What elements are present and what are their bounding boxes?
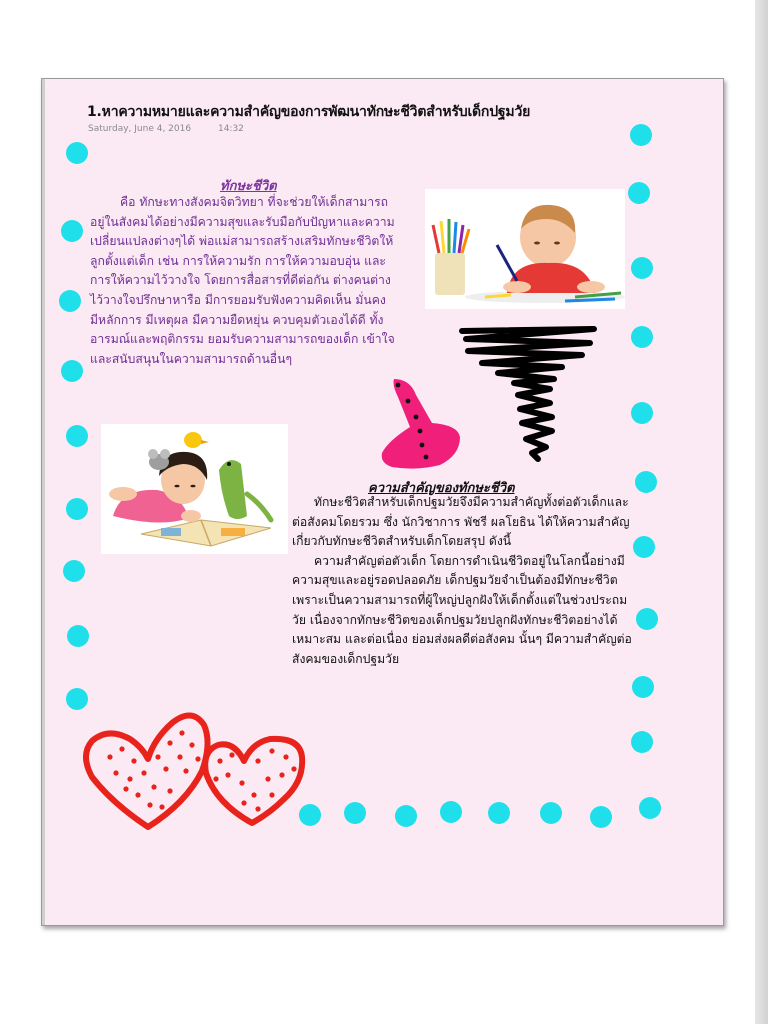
dot — [632, 676, 654, 698]
window-edge — [755, 0, 768, 1024]
dot — [61, 220, 83, 242]
page-meta — [88, 124, 244, 134]
photo-child-drawing — [425, 189, 625, 309]
dot — [631, 326, 653, 348]
dot — [635, 471, 657, 493]
dot — [63, 560, 85, 582]
dot — [67, 625, 89, 647]
importance-paragraph-2: ความสำคัญต่อตัวเด็ก โดยการดำเนินชีวิตอยู่ในโลกนี้อย่างมีความสุขและอยู่รอดปลอดภัย เด็กปฐมวัยจำเป็นต้องมีทักษะชีวิต เพราะเป็นความสามารถที่ผู้ใหญ่ปลูกฝังให้เด็กตั้งแต่ในช่วงประถมวัย เนื่องจากทักษะชีวิตของเด็กปฐมวัยปลูกฝังทักษะชีวิตอย่างได้เหมาะสม และต่อเนื่อง ย่อมส่งผลดีต่อสังคม นั้นๆ มีความสำคัญต่อสังคมของเด็กปฐมวัย — [292, 553, 632, 666]
dot — [631, 402, 653, 424]
dot — [440, 801, 462, 823]
dot — [636, 608, 658, 630]
dot — [628, 182, 650, 204]
dot — [631, 731, 653, 753]
page-time: 14:32 — [217, 124, 244, 134]
dot — [344, 802, 366, 824]
dot — [540, 802, 562, 824]
dot — [395, 805, 417, 827]
dot — [488, 802, 510, 824]
scribble-decoration — [458, 323, 598, 463]
photo-child-reading — [101, 424, 288, 554]
page-title: 1.หาความหมายและความสำคัญของการพัฒนาทักษะชีวิตสำหรับเด็กปฐมวัย — [87, 104, 531, 120]
arrow-decoration — [376, 375, 466, 475]
importance-paragraph-1: ทักษะชีวิตสำหรับเด็กปฐมวัยจึงมีความสำคัญทั้งต่อตัวเด็กและต่อสังคมโดยรวม ซึ่ง นักวิชาการ พัชรี ผลโยธิน ได้ให้ความสำคัญเกี่ยวกับทักษะชีวิตสำหรับเด็กโดยสรุป ดังนี้ — [292, 495, 630, 549]
dot — [61, 360, 83, 382]
section-body-life-skills: คือ ทักษะทางสังคมจิตวิทยา ที่จะช่วยให้เด็กสามารถอยู่ในสังคมได้อย่างมีความสุขและรับมือกับปัญหาและความเปลี่ยนแปลงต่างๆได้ พ่อแม่สามารถสร้างเสริมทักษะชีวิตให้ลูกตั้งแต่เด็ก เช่น การให้ความรัก การให้ความอบอุ่น และการให้ความไว้วางใจ โดยการสื่อสารที่ดีต่อกัน ต่างคนต่างไว้วางใจปรึกษาหารือ มีการยอมรับฟังความคิดเห็น มั่นคง มีหลักการ มีเหตุผล มีความยืดหยุ่น ควบคุมตัวเองได้ดี ทั้งอารมณ์และพฤติกรรม ยอมรับความสามารถของเด็ก เข้าใจและสนับสนุนในความสามารถด้านอื่นๆ — [90, 195, 395, 366]
dot — [631, 257, 653, 279]
dot — [59, 290, 81, 312]
note-page — [41, 78, 724, 926]
section-heading-importance: ความสำคัญของทักษะชีวิต — [368, 481, 515, 496]
dot — [66, 142, 88, 164]
dot — [633, 536, 655, 558]
section-body-importance — [292, 493, 632, 669]
dot — [66, 498, 88, 520]
dot — [590, 806, 612, 828]
hearts-decoration — [82, 699, 312, 834]
dot — [639, 797, 661, 819]
dot — [66, 425, 88, 447]
dot — [630, 124, 652, 146]
section-heading-life-skills: ทักษะชีวิต — [220, 179, 277, 194]
page-date: Saturday, June 4, 2016 — [88, 124, 192, 134]
